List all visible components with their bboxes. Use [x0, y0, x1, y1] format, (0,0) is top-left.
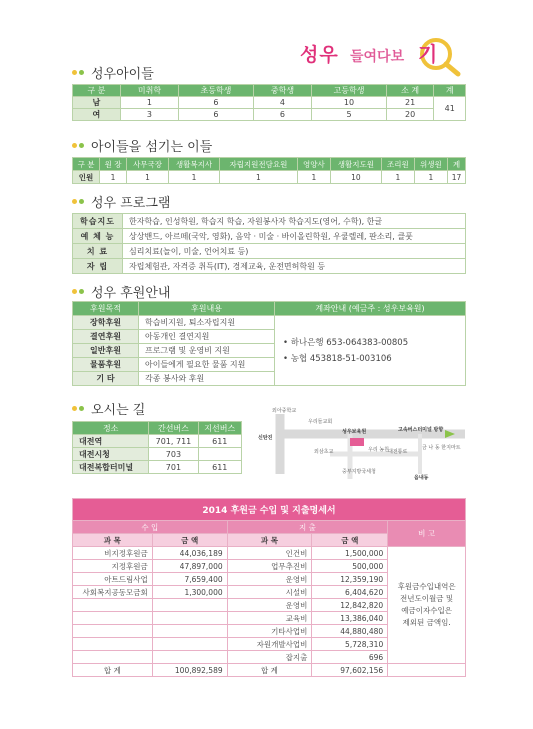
directions-table: [72, 421, 242, 474]
table-header: 생활복지사: [169, 158, 220, 171]
table-header: 정소: [73, 422, 149, 435]
table-row: 교육비 13,386,040: [73, 612, 466, 625]
logo-part1: 성우: [300, 44, 339, 66]
account-info: [275, 316, 466, 386]
location-map: 외아중학교 우리들교회 성우보육원 고속버스터미널 방향 신탄진 외삼초교 우리 농원 대전통로 금 나 동 한지마트 중부지방국세청 읍내동: [250, 404, 465, 484]
table-row: 치 료 심리치료(놀이, 미술, 언어치료 등): [73, 244, 466, 259]
page-logo: [300, 34, 470, 78]
table-row: 잡지출 696: [73, 651, 466, 664]
table-header: 미취학: [120, 85, 178, 97]
table-row: 아트드림사업 7,659,400 운영비 12,359,190: [73, 573, 466, 586]
table-row: 남 1 6 4 10 21 41: [73, 97, 466, 109]
table-header: 사무국장: [127, 158, 169, 171]
table-header: 구 분: [73, 85, 121, 97]
table-header: 위생원: [414, 158, 447, 171]
children-total: 41: [434, 97, 466, 121]
bullet-dots-icon: [72, 289, 84, 294]
bullet-dots-icon: [72, 199, 84, 204]
expense-total: 97,602,156: [312, 664, 388, 677]
table-header: 구 분: [73, 158, 100, 171]
logo-part2: 들여다보: [350, 49, 405, 65]
table-row: 대전시청 703: [73, 448, 242, 461]
table-header: 고등학생: [312, 85, 387, 97]
section-directions-heading: 오시는 길: [72, 399, 145, 418]
section-staff-heading: 아이들을 섬기는 이들: [72, 136, 212, 155]
table-row: 기 타 각종 봉사와 후원: [73, 372, 466, 386]
section-children-heading: 성우아이들: [72, 63, 154, 82]
expense-header: 지 출: [227, 521, 388, 534]
budget-table: 2014 후원금 수입 및 지출명세서 수 입 지 출 비 고 과 목 금 액 과 목 금 액 비지정후원금 44,036,189 인건비 1,500,000 후원금수입내역은 전년도이월금 및 예금이자수입은 제외된 금액임. 지정후원금 47,897,000 업무추진비 500,000 아트드림사업 7,659,400 운영비 12,359,190 사회복지공동모금회 1,300,000 시설비 6,404,620 운영비 12,842,820 교육비 13,386,040 기타사업비 44,880,480 자원개발사업비 5,728,310 잡지출 696 합 계 100,892,589 합 계 97,602,156: [72, 498, 466, 677]
table-header: 생활지도원: [330, 158, 381, 171]
table-header: 계: [447, 158, 465, 171]
bullet-dots-icon: [72, 70, 84, 75]
table-header: 원 장: [100, 158, 127, 171]
table-row: 비지정후원금 44,036,189 인건비 1,500,000 후원금수입내역은 전년도이월금 및 예금이자수입은 제외된 금액임.: [73, 547, 466, 560]
table-header: 조리원: [381, 158, 414, 171]
table-row: 자 립 자립체험관, 자격증 취득(IT), 경제교육, 운전면허학원 등: [73, 259, 466, 274]
table-row: 여 3 6 6 5 20: [73, 109, 466, 121]
account-nonghyup: • 농협 453818-51-003106: [283, 353, 392, 364]
table-row: 인원 1 1 1 1 1 10 1 1 17: [73, 171, 466, 184]
section-sponsor-heading: 성우 후원안내: [72, 282, 170, 301]
table-row: 기타사업비 44,880,480: [73, 625, 466, 638]
program-table: [72, 213, 466, 274]
table-header: 지선버스: [198, 422, 241, 435]
income-header: 수 입: [73, 521, 228, 534]
table-header: 후원내용: [139, 302, 275, 316]
table-row: 학습지도 한자학습, 인성학원, 학습지 학습, 자원봉사자 학습지도(영어, 수학), 한글: [73, 214, 466, 229]
table-header: 중학생: [253, 85, 311, 97]
table-row: 예 체 능 상상밴드, 아르떼(국악, 영화), 음악 · 미술 · 바이올린학원, 우쿨렐레, 판소리, 클풋: [73, 229, 466, 244]
table-header: 계좌안내 (예금주 : 성우보육원): [275, 302, 466, 316]
table-header: 소 계: [386, 85, 434, 97]
table-row: 장학후원 학습비지원, 퇴소자립지원 • 하나은행 653-064383-00805 • 농협 453818-51-003106: [73, 316, 466, 330]
logo-part3: 기: [418, 42, 438, 66]
table-row: 지정후원금 47,897,000 업무추진비 500,000: [73, 560, 466, 573]
table-header: 후원목적: [73, 302, 139, 316]
table-row: 결연후원 아동개인 결연지원: [73, 330, 466, 344]
table-row: 운영비 12,842,820: [73, 599, 466, 612]
budget-title: 2014 후원금 수입 및 지출명세서: [73, 499, 466, 521]
table-row: 사회복지공동모금회 1,300,000 시설비 6,404,620: [73, 586, 466, 599]
income-total: 100,892,589: [152, 664, 227, 677]
table-header: 간선버스: [149, 422, 198, 435]
table-header: 자립지원전담요원: [220, 158, 298, 171]
bullet-dots-icon: [72, 143, 84, 148]
account-hana: • 하나은행 653-064383-00805: [283, 337, 409, 348]
budget-total-row: 합 계 100,892,589 합 계 97,602,156: [73, 664, 466, 677]
children-table: [72, 84, 466, 121]
table-row: 물품후원 아이들에게 필요한 물품 지원: [73, 358, 466, 372]
budget-note: 후원금수입내역은 전년도이월금 및 예금이자수입은 제외된 금액임.: [388, 547, 466, 664]
bullet-dots-icon: [72, 406, 84, 411]
staff-table: [72, 157, 466, 184]
sponsor-table: [72, 301, 466, 386]
note-header: 비 고: [388, 521, 466, 547]
table-header: 영양사: [297, 158, 330, 171]
table-row: 일반후원 프로그램 및 운영비 지원: [73, 344, 466, 358]
table-header: 초등학생: [179, 85, 254, 97]
section-program-heading: 성우 프로그램: [72, 192, 170, 211]
table-header: 계: [434, 85, 466, 97]
table-row: 자원개발사업비 5,728,310: [73, 638, 466, 651]
table-row: 대전역 701, 711 611: [73, 435, 242, 448]
table-row: 대전복합터미널 701 611: [73, 461, 242, 474]
